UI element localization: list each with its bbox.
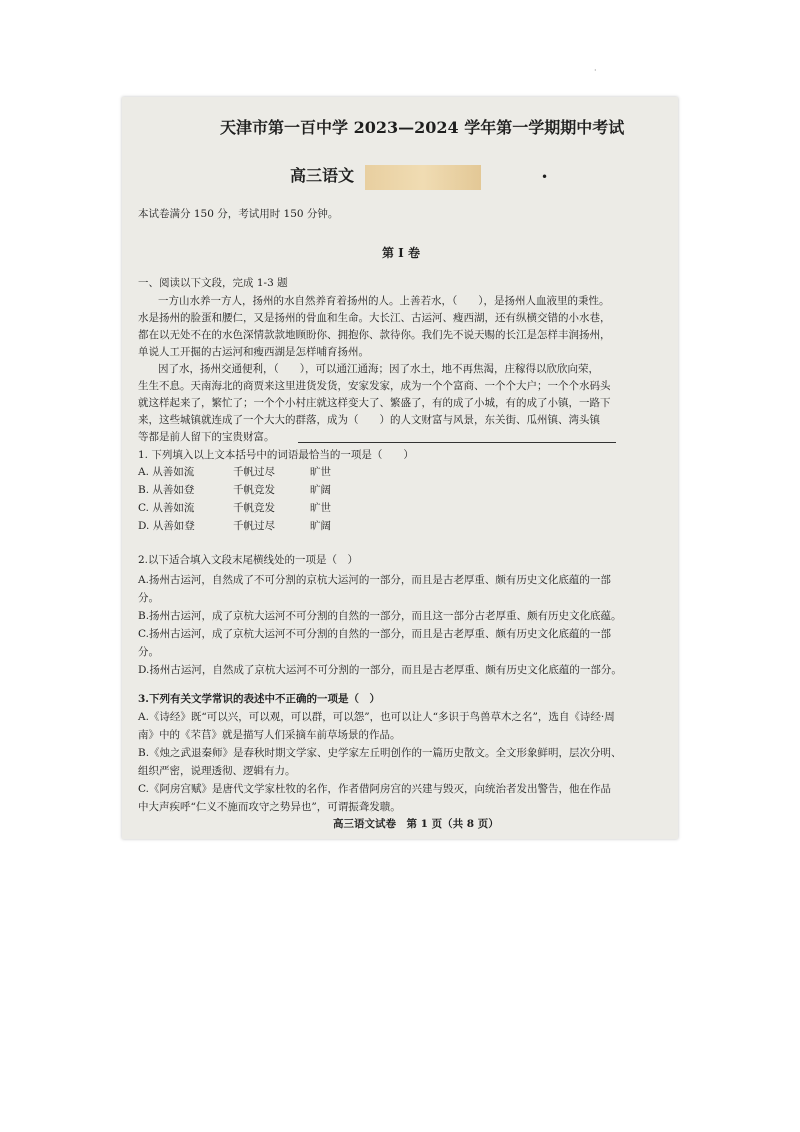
subject-label: 高三语文: [290, 166, 355, 185]
question-3-line: 南》中的《芣苢》就是描写人们采摘车前草场景的作品。: [138, 729, 401, 741]
exam-intro: 本试卷满分 150 分，考试用时 150 分钟。: [138, 208, 339, 220]
passage-line: 单说人工开掘的古运河和瘦西湖是怎样哺育扬州。: [138, 346, 369, 358]
question-3-line: B.《烛之武退秦师》是春秋时期文学家、史学家左丘明创作的一篇历史散文。全文形象鲜明，层次分明、: [138, 747, 622, 759]
page-footer: 高三语文试卷 第 1 页（共 8 页）: [333, 818, 499, 830]
passage-line: 一方山水养一方人，扬州的水自然养育着扬州的人。上善若水，（ ），是扬州人血液里的秉性。: [158, 295, 610, 307]
passage-line: 就这样起来了，繁忙了；一个个小村庄就这样变大了、繁盛了，有的成了小城，有的成了小镇，一路下: [138, 397, 611, 409]
passage-line: 生生不息。天南海北的商贾来这里进货发货，安家发家，成为一个个富商、一个个大户；一个个水码头: [138, 380, 611, 392]
question-2-line: 分。: [138, 646, 159, 658]
option-label: C. 从善如流: [138, 502, 195, 514]
question-3-line: 中大声疾呼“仁义不施而攻守之势异也”，可谓振聋发聩。: [138, 801, 401, 813]
option-label: B. 从善如登: [138, 484, 195, 496]
question-3-stem: 3.下列有关文学常识的表述中不正确的一项是（ ）: [138, 693, 380, 705]
question-2-line: B.扬州古运河，成了京杭大运河不可分割的自然的一部分，而且这一部分古老厚重、颇有历史文化底蕴。: [138, 610, 622, 622]
option-word: 旷世: [310, 466, 331, 478]
dot-mark: •: [541, 170, 549, 184]
passage-line: 水是扬州的脸蛋和腰仁，又是扬州的骨血和生命。大长江、古运河、瘦西湖，还有纵横交错的小水巷，: [138, 312, 611, 324]
option-word: 千帆过尽: [233, 520, 275, 532]
question-3-line: A.《诗经》既“可以兴，可以观，可以群，可以怨”，也可以让人“多识于鸟兽草木之名”，选自《诗经·周: [138, 711, 615, 723]
passage-line: 因了水，扬州交通便利，（ ），可以通江通海；因了水土，地不再焦渴，庄稼得以欣欣向荣，: [158, 363, 599, 375]
option-word: 千帆竞发: [233, 484, 275, 496]
passage-line: 来，这些城镇就连成了一个大大的群落，成为（ ）的人文财富与风景，东关街、瓜州镇、湾头镇: [138, 414, 600, 426]
question-3-line: C.《阿房宫赋》是唐代文学家杜牧的名作，作者借阿房宫的兴建与毁灭，向统治者发出警告，他在作品: [138, 783, 611, 795]
option-word: 旷阔: [310, 484, 331, 496]
exam-title: 天津市第一百中学 2023—2024 学年第一学期期中考试: [220, 118, 625, 137]
option-word: 旷阔: [310, 520, 331, 532]
question-3-line: 组织严密，说理透彻、逻辑有力。: [138, 765, 296, 777]
option-word: 千帆竞发: [233, 502, 275, 514]
question-2-line: A.扬州古运河，自然成了不可分割的京杭大运河的一部分，而且是古老厚重、颇有历史文化底蕴的一部: [138, 574, 611, 586]
option-label: D. 从善如登: [138, 520, 195, 532]
corner-mark: ·: [594, 66, 597, 75]
redaction-sticker: [365, 165, 481, 190]
question-2-stem: 2.以下适合填入文段末尾横线处的一项是（ ）: [138, 554, 359, 566]
question-2-line: D.扬州古运河，自然成了京杭大运河不可分割的一部分，而且是古老厚重、颇有历史文化底蕴的一部分。: [138, 664, 622, 676]
option-label: A. 从善如流: [138, 466, 195, 478]
option-word: 旷世: [310, 502, 331, 514]
passage-line: 都在以无处不在的水色深情款款地顾盼你、拥抱你、款待你。我们先不说天赐的长江是怎样丰润扬州，: [138, 329, 611, 341]
question-2-line: 分。: [138, 592, 159, 604]
answer-blank-line: [298, 442, 616, 443]
option-word: 千帆过尽: [233, 466, 275, 478]
exam-page: [122, 97, 678, 839]
question-1-stem: 1. 下列填入以上文本括号中的词语最恰当的一项是（ ）: [138, 449, 414, 461]
section-heading: 一、阅读以下文段，完成 1-3 题: [138, 277, 288, 289]
question-2-line: C.扬州古运河，成了京杭大运河不可分割的自然的一部分，而且是古老厚重、颇有历史文化底蕴的一部: [138, 628, 611, 640]
part-heading: 第 I 卷: [382, 246, 420, 260]
passage-line: 等都是前人留下的宝贵财富。: [138, 431, 275, 443]
